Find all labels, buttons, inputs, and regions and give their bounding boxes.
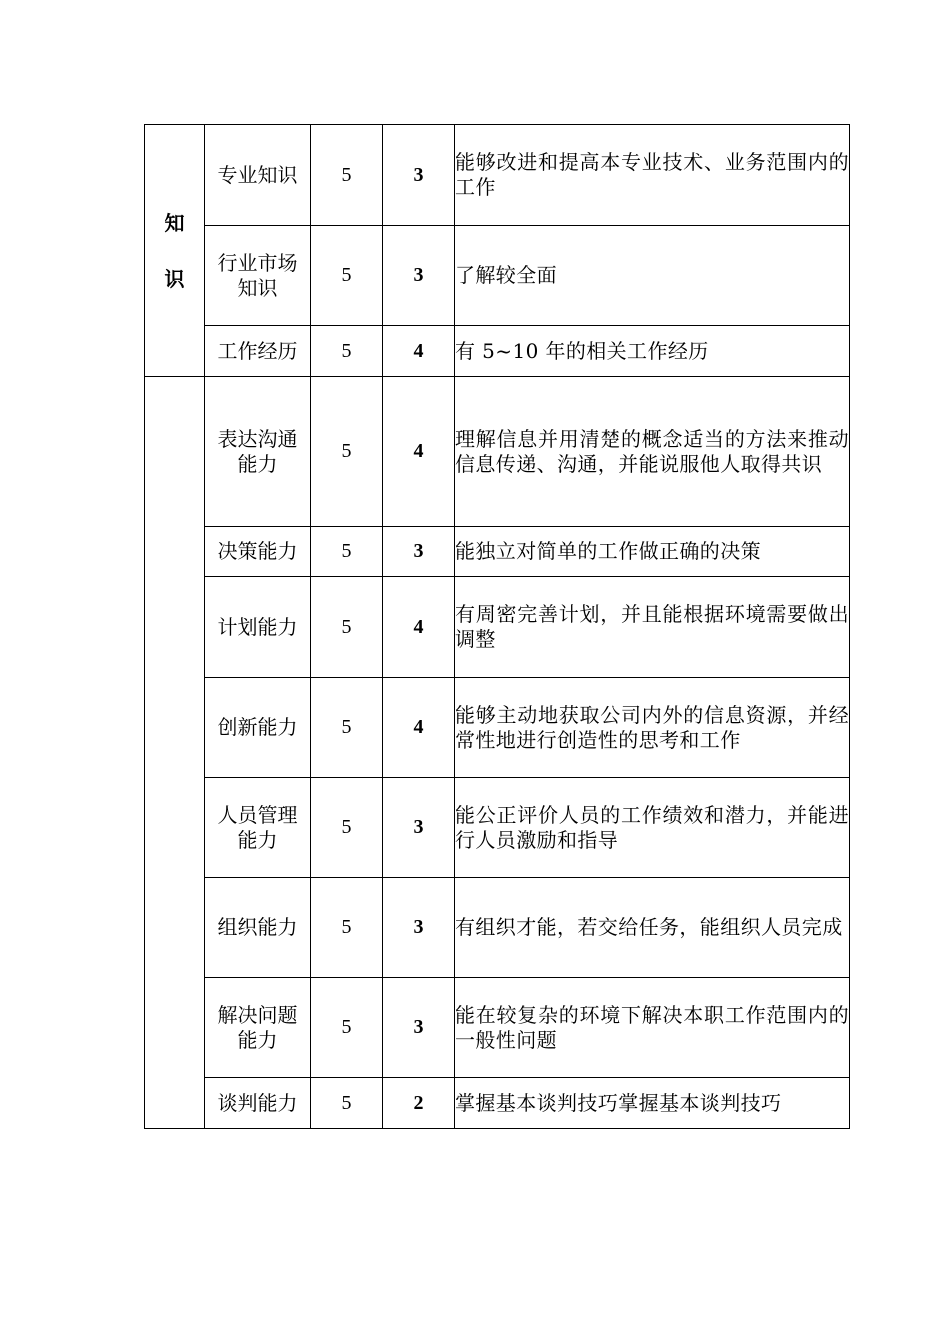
table-row — [145, 978, 850, 1078]
category-cell-ability — [145, 377, 205, 1129]
table-row — [145, 377, 850, 527]
item-name: 谈判能力 — [205, 1078, 311, 1129]
category-label: 知识 — [164, 210, 185, 291]
description: 能在较复杂的环境下解决本职工作范围内的一般性问题 — [455, 978, 850, 1078]
full-score: 5 — [311, 577, 383, 678]
score: 4 — [383, 377, 455, 527]
full-score: 5 — [311, 527, 383, 577]
description: 能够主动地获取公司内外的信息资源，并经常性地进行创造性的思考和工作 — [455, 678, 850, 778]
full-score: 5 — [311, 978, 383, 1078]
full-score: 5 — [311, 377, 383, 527]
full-score: 5 — [311, 226, 383, 326]
competency-table — [144, 124, 850, 1129]
full-score: 5 — [311, 678, 383, 778]
category-cell-knowledge — [145, 125, 205, 377]
table-row — [145, 577, 850, 678]
item-name: 组织能力 — [205, 878, 311, 978]
item-name: 工作经历 — [205, 326, 311, 377]
item-name: 专业知识 — [205, 125, 311, 226]
description: 有组织才能，若交给任务，能组织人员完成 — [455, 878, 850, 978]
description: 有 5~10 年的相关工作经历 — [455, 326, 850, 377]
description: 能够改进和提高本专业技术、业务范围内的工作 — [455, 125, 850, 226]
table-row — [145, 125, 850, 226]
table-row — [145, 678, 850, 778]
score: 3 — [383, 878, 455, 978]
item-name: 决策能力 — [205, 527, 311, 577]
description: 有周密完善计划，并且能根据环境需要做出调整 — [455, 577, 850, 678]
description: 理解信息并用清楚的概念适当的方法来推动信息传递、沟通，并能说服他人取得共识 — [455, 377, 850, 527]
score: 4 — [383, 326, 455, 377]
description: 了解较全面 — [455, 226, 850, 326]
score: 2 — [383, 1078, 455, 1129]
table-row — [145, 878, 850, 978]
table-row — [145, 778, 850, 878]
table-row — [145, 1078, 850, 1129]
description: 掌握基本谈判技巧掌握基本谈判技巧 — [455, 1078, 850, 1129]
table-row — [145, 226, 850, 326]
description: 能独立对简单的工作做正确的决策 — [455, 527, 850, 577]
full-score: 5 — [311, 878, 383, 978]
full-score: 5 — [311, 125, 383, 226]
score: 3 — [383, 226, 455, 326]
score: 3 — [383, 978, 455, 1078]
score: 3 — [383, 125, 455, 226]
item-name: 行业市场知识 — [205, 226, 311, 326]
score: 4 — [383, 678, 455, 778]
score: 3 — [383, 778, 455, 878]
item-name: 创新能力 — [205, 678, 311, 778]
description: 能公正评价人员的工作绩效和潜力，并能进行人员激励和指导 — [455, 778, 850, 878]
table-row — [145, 527, 850, 577]
full-score: 5 — [311, 1078, 383, 1129]
table-row — [145, 326, 850, 377]
item-name: 表达沟通能力 — [205, 377, 311, 527]
score: 4 — [383, 577, 455, 678]
full-score: 5 — [311, 326, 383, 377]
full-score: 5 — [311, 778, 383, 878]
item-name: 解决问题能力 — [205, 978, 311, 1078]
score: 3 — [383, 527, 455, 577]
item-name: 人员管理能力 — [205, 778, 311, 878]
item-name: 计划能力 — [205, 577, 311, 678]
